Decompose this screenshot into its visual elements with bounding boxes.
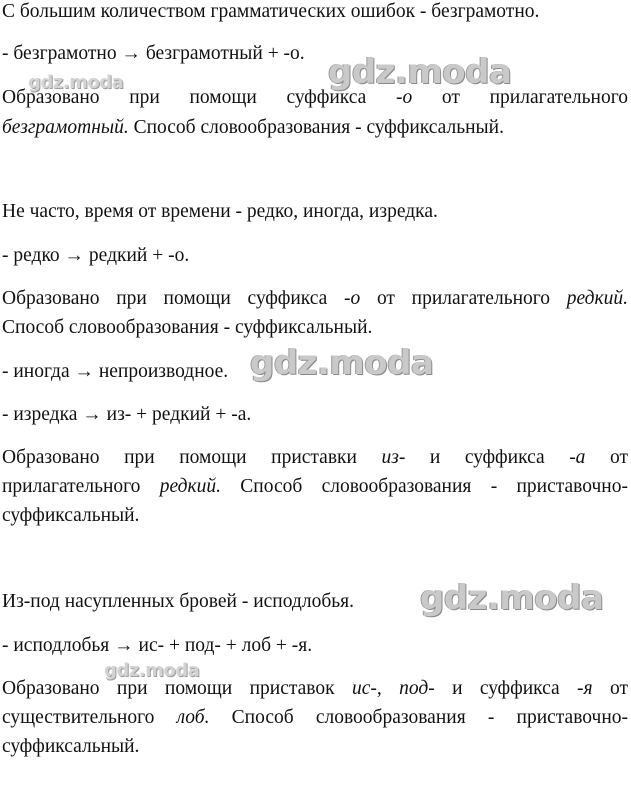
- text-segment: прилагательного: [2, 476, 160, 497]
- word-italic: редкий.: [159, 476, 221, 497]
- derivation-izredka: - изредка → из- + редкий + -а.: [2, 404, 252, 425]
- watermark-logo: gdz.moda: [328, 52, 512, 92]
- explanation-4-line-2: [2, 706, 628, 730]
- text-segment: и суффикса: [405, 447, 570, 468]
- derivation-redko: - редко → редкий + -о.: [2, 245, 190, 266]
- explanation-4-line-1: [2, 677, 628, 701]
- suffix-italic: -я: [577, 678, 593, 699]
- text-segment: от прилагательного: [412, 87, 628, 108]
- explanation-3-line-1: [2, 446, 628, 470]
- sentence-2: Не часто, время от времени - редко, иногда, изредка.: [2, 201, 438, 222]
- watermark-logo: gdz.moda: [104, 660, 200, 681]
- word-italic: редкий.: [566, 288, 628, 309]
- explanation-2-line-1: [2, 287, 628, 311]
- text-segment: Образовано при помощи приставки: [2, 447, 382, 468]
- explanation-2-line-2: Способ словообразования - суффиксальный.: [2, 317, 373, 338]
- watermark-logo: gdz.moda: [28, 72, 124, 93]
- word-italic: лоб.: [176, 707, 210, 728]
- suffix-italic: -а: [569, 447, 586, 468]
- sentence-1: С большим количеством грамматических ошибок - безграмотно.: [2, 1, 540, 22]
- explanation-3-line-3: суффиксальный.: [2, 505, 140, 526]
- watermark-logo: gdz.moda: [420, 578, 604, 618]
- text-segment: существительного: [2, 707, 177, 728]
- text-segment: и суффикса: [434, 678, 578, 699]
- sentence-3: Из-под насупленных бровей - исподлобья.: [2, 591, 354, 612]
- text-segment: Образовано при помощи суффикса: [2, 87, 396, 108]
- text-segment: Способ словообразования - приставочно-: [209, 707, 628, 728]
- text-segment: Образовано при помощи суффикса: [2, 288, 345, 309]
- text-segment: от: [585, 447, 628, 468]
- text-segment: Способ словообразования - приставочно-: [220, 476, 628, 497]
- suffix-italic: -о: [395, 87, 413, 108]
- text-segment: от: [592, 678, 628, 699]
- watermark-logo: gdz.moda: [250, 343, 434, 383]
- text-segment: Образовано при помощи приставок: [2, 678, 352, 699]
- text-segment: от прилагательного: [360, 288, 567, 309]
- derivation-ispodlobya: - исподлобья → ис- + под- + лоб + -я.: [2, 635, 313, 656]
- explanation-4-line-3: суффиксальный.: [2, 736, 140, 757]
- prefix-italic: из-: [381, 447, 406, 468]
- word-italic: безграмотный.: [2, 117, 129, 138]
- explanation-3-line-2: [2, 475, 628, 499]
- explanation-1-line-2: [2, 116, 628, 140]
- derivation-bezgramotno: - безграмотно → безграмотный + -о.: [2, 43, 305, 64]
- derivation-inogda: - иногда → непроизводное.: [2, 361, 229, 382]
- text-segment: Способ словообразования - суффиксальный.: [128, 117, 504, 138]
- prefix-italic: ис-, под-: [351, 678, 435, 699]
- suffix-italic: -о: [344, 288, 361, 309]
